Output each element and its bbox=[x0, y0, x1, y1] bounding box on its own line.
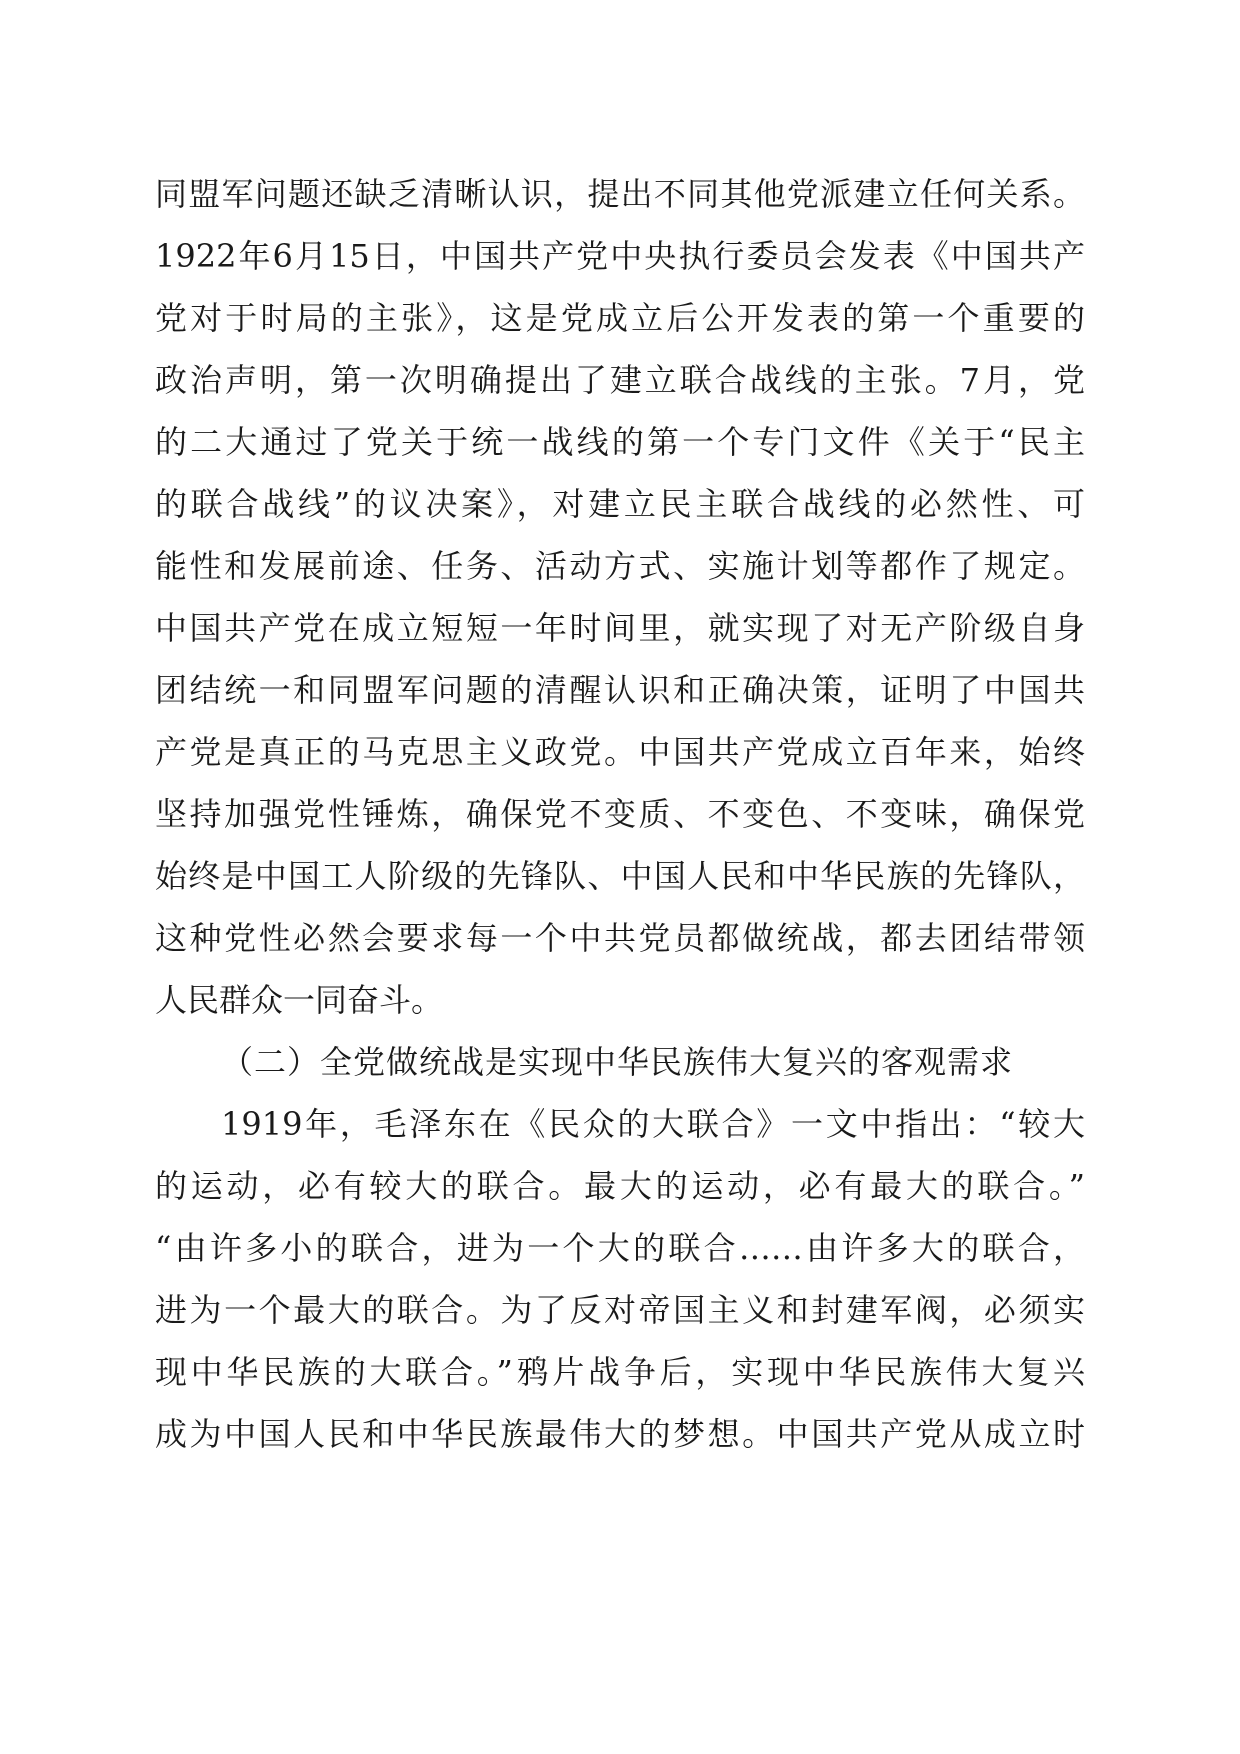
text-line: 的二大通过了党关于统一战线的第一个专门文件《关于“民主 bbox=[155, 423, 1085, 461]
text-line: 成为中国人民和中华民族最伟大的梦想。中国共产党从成立时 bbox=[155, 1415, 1085, 1453]
text-line: 1922年6月15日，中国共产党中央执行委员会发表《中国共产 bbox=[155, 237, 1085, 275]
text-line: 同盟军问题还缺乏清晰认识，提出不同其他党派建立任何关系。 bbox=[155, 175, 1085, 213]
text-line: 坚持加强党性锤炼，确保党不变质、不变色、不变味，确保党 bbox=[155, 795, 1085, 833]
text-line: 人民群众一同奋斗。 bbox=[155, 981, 444, 1019]
text-line: 的运动，必有较大的联合。最大的运动，必有最大的联合。” bbox=[155, 1167, 1085, 1205]
section-heading: （二）全党做统战是实现中华民族伟大复兴的客观需求 bbox=[221, 1043, 1014, 1081]
text-line: 的联合战线”的议决案》，对建立民主联合战线的必然性、可 bbox=[155, 485, 1085, 523]
text-line: 团结统一和同盟军问题的清醒认识和正确决策，证明了中国共 bbox=[155, 671, 1085, 709]
text-line: 这种党性必然会要求每一个中共党员都做统战，都去团结带领 bbox=[155, 919, 1085, 957]
text-line: 现中华民族的大联合。”鸦片战争后，实现中华民族伟大复兴 bbox=[155, 1353, 1085, 1391]
text-line: 始终是中国工人阶级的先锋队、中国人民和中华民族的先锋队， bbox=[155, 857, 1085, 895]
text-line: 能性和发展前途、任务、活动方式、实施计划等都作了规定。 bbox=[155, 547, 1085, 585]
text-line: 进为一个最大的联合。为了反对帝国主义和封建军阀，必须实 bbox=[155, 1291, 1085, 1329]
text-line: 中国共产党在成立短短一年时间里，就实现了对无产阶级自身 bbox=[155, 609, 1085, 647]
text-line: 产党是真正的马克思主义政党。中国共产党成立百年来，始终 bbox=[155, 733, 1085, 771]
text-line: 1919年，毛泽东在《民众的大联合》一文中指出：“较大 bbox=[221, 1105, 1085, 1143]
text-line: 党对于时局的主张》，这是党成立后公开发表的第一个重要的 bbox=[155, 299, 1085, 337]
text-line: 政治声明，第一次明确提出了建立联合战线的主张。7月，党 bbox=[155, 361, 1085, 399]
text-line: “由许多小的联合，进为一个大的联合……由许多大的联合， bbox=[155, 1229, 1085, 1267]
